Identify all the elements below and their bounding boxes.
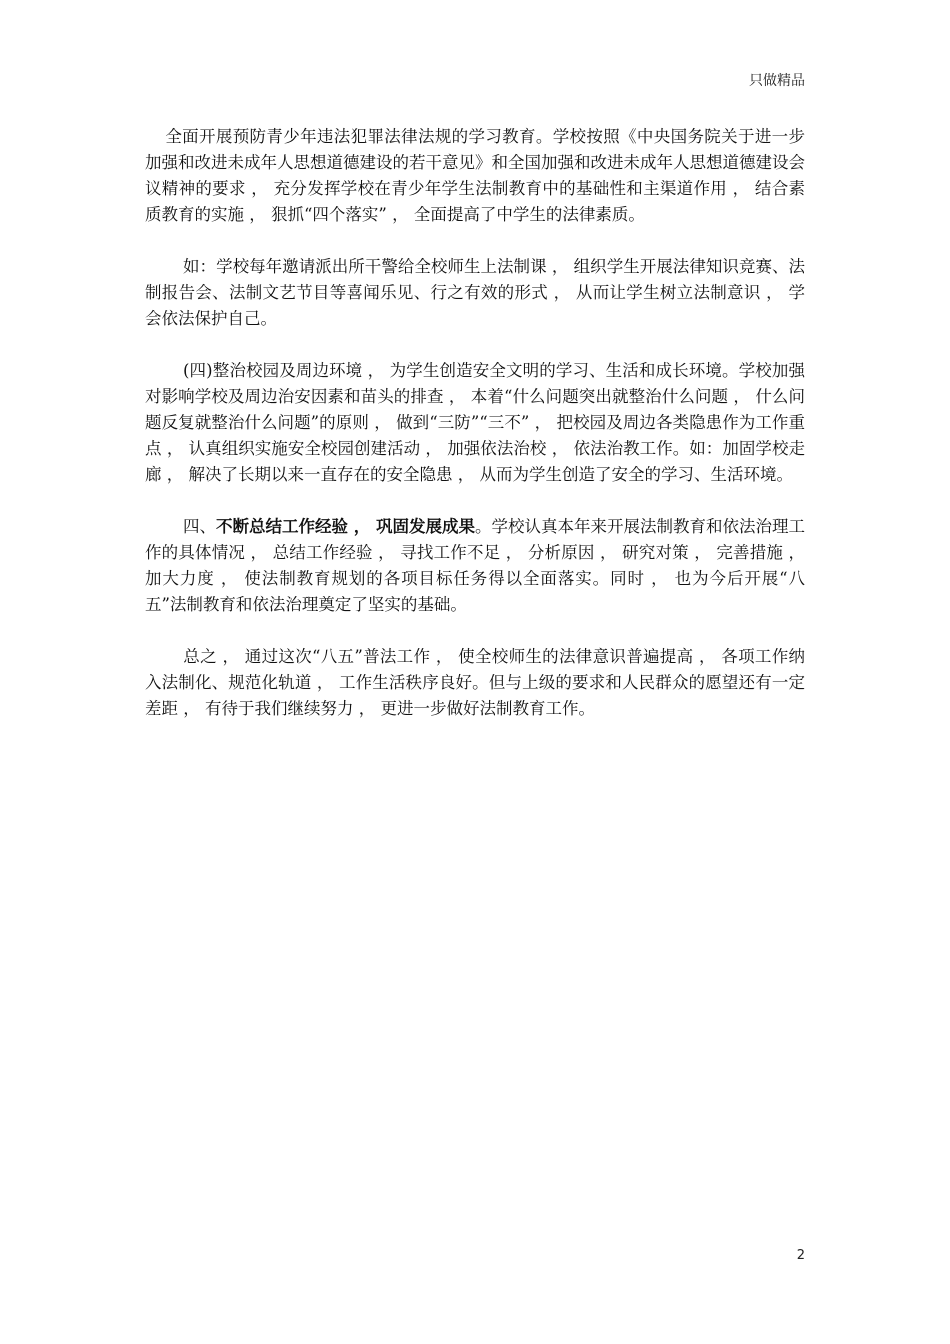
paragraph-text: (四)整治校园及周边环境 ， 为学生创造安全文明的学习、生活和成长环境。学校加强对影响学校及周边治安因素和苗头的排查 ， 本着“什么问题突出就整治什么问题 ， 什么问题反复就整治什么问题”的原则 ， 做到“三防”“三不” ， 把校园及周边各类隐患作为工作重点 ， 认真组织实施安全校园创建活动 ， 加强依法治校 ， 依法治教工作。如：加固学校走廊 ， 解决了长期以来一直存在的安全隐患 ， 从而为学生创造了安全的学习、生活环境。 — [145, 361, 805, 484]
paragraph-conclusion — [145, 644, 805, 722]
paragraph-text: 。学校认真本年来开展法制教育和依法治理工作的具体情况 ， 总结工作经验 ， 寻找工作不足 ， 分析原因 ， 研究对策 ， 完善措施 ， 加大力度 ， 使法制教育规划的各项目标任务得以全面落实。同时 ， 也为今后开展“八五”法制教育和依法治理奠定了坚实的基础。 — [145, 517, 805, 614]
paragraph-text: 总之 ， 通过这次“八五”普法工作 ， 使全校师生的法律意识普遍提高 ， 各项工作纳入法制化、规范化轨道 ， 工作生活秩序良好。但与上级的要求和人民群众的愿望还有一定差距 ， 有待于我们继续努力 ， 更进一步做好法制教育工作。 — [145, 647, 805, 718]
section-number: 四、 — [183, 517, 216, 536]
paragraph-legal-education — [145, 124, 805, 228]
paragraph-campus-environment — [145, 358, 805, 488]
document-body — [145, 124, 805, 748]
paragraph-examples — [145, 254, 805, 332]
page-number: 2 — [796, 1248, 805, 1263]
paragraph-text: 全面开展预防青少年违法犯罪法律法规的学习教育。学校按照《中央国务院关于进一步加强和改进未成年人思想道德建设的若干意见》和全国加强和改进未成年人思想道德建设会议精神的要求 ， 充分发挥学校在青少年学生法制教育中的基础性和主渠道作用 ， 结合素质教育的实施 ， 狠抓“四个落实” ， 全面提高了中学生的法律素质。 — [145, 127, 805, 224]
paragraph-summarize-experience — [145, 514, 805, 618]
page-header: 只做精品 — [749, 73, 805, 89]
paragraph-text: 如：学校每年邀请派出所干警给全校师生上法制课 ， 组织学生开展法律知识竞赛、法制报告会、法制文艺节目等喜闻乐见、行之有效的形式 ， 从而让学生树立法制意识 ， 学会依法保护自己。 — [145, 257, 805, 328]
section-heading: 不断总结工作经验 ， 巩固发展成果 — [216, 517, 475, 536]
